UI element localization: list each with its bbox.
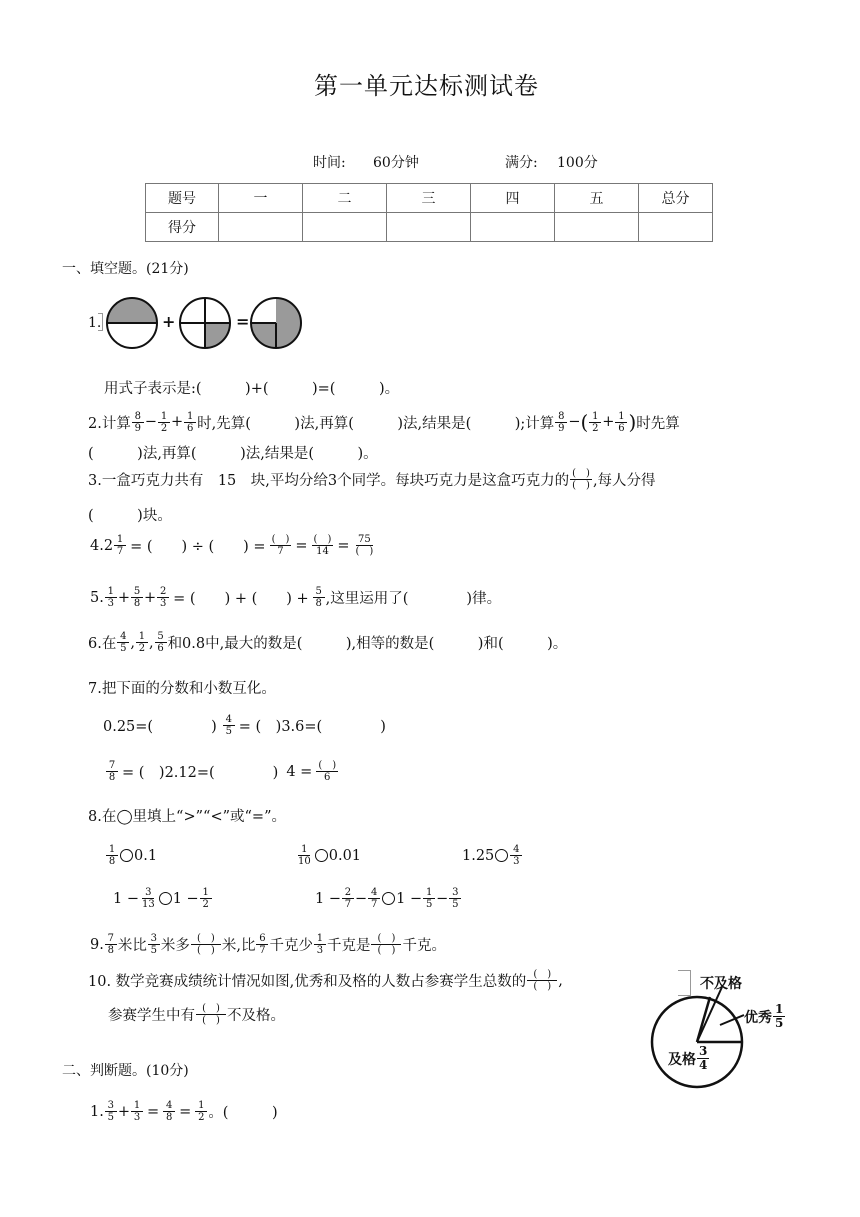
q7-text: = ( )2.12=( ) — [122, 765, 279, 781]
q10-text: , — [558, 972, 563, 989]
fraction: $\frac{3}{5}$ — [148, 933, 160, 956]
plus: + — [144, 589, 157, 606]
q8-item-c — [462, 844, 523, 867]
fraction: $\frac{1}{5}$ — [775, 1002, 784, 1030]
paren: ) — [628, 410, 637, 434]
q8-text: − — [436, 890, 449, 907]
fraction: $\frac{1}{10}$ — [298, 844, 311, 867]
q1-number: 1. — [88, 315, 102, 331]
score-input-cell[interactable] — [303, 213, 387, 242]
competition-pie-figure — [650, 995, 745, 1090]
fraction: $\frac{1}{8}$ — [106, 844, 118, 867]
fraction-blank: $\frac{( )}{6}$ — [318, 760, 337, 783]
q2-line2: ( )法,再算( )法,结果是( )。 — [88, 446, 378, 462]
section2-title: 二、判断题。(10分) — [62, 1063, 189, 1079]
fraction-blank: $\frac{( )}{( )}$ — [191, 933, 221, 956]
fraction-blank: $\frac{75}{( )}$ — [355, 534, 374, 557]
q4-line — [90, 534, 376, 557]
fraction: $\frac{1}{2}$ — [195, 1100, 207, 1123]
score-table-header-row — [146, 184, 713, 213]
plus: + — [602, 414, 615, 430]
fraction: $\frac{6}{7}$ — [256, 933, 268, 956]
fraction: $\frac{7}{8}$ — [105, 933, 117, 956]
pie-label-fail: 不及格 — [700, 976, 742, 992]
compare-circle[interactable] — [159, 892, 172, 905]
q2-text: 2.计算 — [88, 415, 131, 432]
q9-text: 米比 — [117, 938, 147, 954]
fraction: $\frac{1}{2}$ — [136, 631, 148, 654]
plus: + — [117, 589, 130, 606]
s2-q1-text: 1. — [90, 1103, 104, 1120]
q10-bracket-mark — [678, 970, 691, 996]
fraction: $\frac{1}{2}$ — [589, 411, 601, 434]
full-score-label: 满分: — [505, 155, 538, 171]
score-table-cell: 五 — [555, 184, 639, 213]
score-input-cell[interactable] — [555, 213, 639, 242]
q5-line — [90, 586, 501, 609]
fraction-blank: $\frac{( )}{( )}$ — [371, 933, 401, 956]
fraction: $\frac{5}{8}$ — [313, 586, 325, 609]
q4-text: = — [337, 537, 350, 554]
fraction: $\frac{4}{5}$ — [223, 714, 235, 737]
q8-text: 1.25 — [462, 847, 495, 864]
fraction-circle-half — [105, 296, 159, 350]
score-table-cell: 得分 — [146, 213, 219, 242]
time-value: 60分钟 — [373, 155, 419, 171]
s2-q1-line — [90, 1100, 278, 1123]
q7-title: 7.把下面的分数和小数互化。 — [88, 681, 276, 697]
score-input-cell[interactable] — [471, 213, 555, 242]
fraction: $\frac{1}{6}$ — [184, 411, 196, 434]
fraction: $\frac{8}{9}$ — [132, 411, 144, 434]
q2-text: 时先算 — [636, 415, 680, 432]
q8-text: − — [354, 890, 368, 907]
fraction: $\frac{3}{5}$ — [449, 887, 461, 910]
q8-item-e — [315, 887, 462, 910]
score-table — [145, 183, 713, 242]
s2-q1-text: = — [179, 1103, 192, 1120]
q8-item-d — [113, 887, 213, 910]
plus: + — [117, 1103, 130, 1120]
q5-text: 5. — [90, 589, 104, 606]
minus: − — [568, 414, 581, 430]
q8-title: 8.在◯里填上“>”“<”或“=”。 — [88, 809, 286, 825]
q3-text: 3.一盒巧克力共有 15 块,平均分给3个同学。每块巧克力是这盒巧克力的 — [88, 473, 570, 489]
q3-line1 — [88, 468, 656, 491]
q9-line — [90, 933, 446, 956]
q8-text: 1 − — [315, 890, 341, 907]
equals-sign: = — [236, 312, 250, 331]
q7-text: 0.25=( ) — [103, 719, 217, 735]
fraction: $\frac{5}{8}$ — [131, 586, 143, 609]
fraction: $\frac{4}{3}$ — [510, 844, 522, 867]
fraction: $\frac{7}{8}$ — [106, 760, 118, 783]
fraction-circle-three-quarter — [249, 296, 303, 350]
q10-line2 — [108, 1003, 285, 1026]
paren: ( — [580, 410, 589, 434]
q8-text: 0.01 — [328, 847, 362, 864]
pie-label-text: 优秀 — [744, 1009, 772, 1026]
q9-text: 米多 — [160, 938, 190, 954]
fraction-circle-quarter — [178, 296, 232, 350]
pie-excellent-pointer — [720, 1015, 744, 1025]
q9-text: 千克。 — [402, 938, 446, 954]
q1-bracket-mark — [98, 313, 103, 331]
q5-text: ,这里运用了( )律。 — [325, 591, 502, 607]
q8-text: 0.1 — [134, 847, 158, 864]
q7-text: = ( )3.6=( ) — [238, 719, 386, 735]
score-table-cell: 题号 — [146, 184, 219, 213]
q3-text: ,每人分得 — [592, 473, 656, 489]
score-table-cell: 四 — [471, 184, 555, 213]
q8-item-b — [295, 844, 361, 867]
pie-label-pass — [668, 1045, 710, 1072]
fraction: $\frac{2}{7}$ — [342, 887, 354, 910]
q10-text: 10. 数学竞赛成绩统计情况如图,优秀和及格的人数占参赛学生总数的 — [88, 974, 527, 990]
fraction-blank: $\frac{( )}{( )}$ — [572, 468, 590, 491]
pie-label-text: 及格 — [668, 1051, 696, 1068]
compare-circle[interactable] — [120, 849, 133, 862]
minus: − — [144, 414, 157, 430]
score-table-cell: 三 — [387, 184, 471, 213]
q6-line: 6.在 $\frac{4}{5}$ , $\frac{1}{2}$ , $\frac{5}{6}$ 和0.8中,最大的数是( ),相等的数是( )和( )。 — [88, 631, 568, 654]
score-input-cell[interactable] — [639, 213, 713, 242]
fraction-blank: $\frac{( )}{7}$ — [271, 534, 290, 557]
q7-row2 — [105, 760, 339, 783]
fraction: $\frac{3}{5}$ — [105, 1100, 117, 1123]
q8-item-a — [105, 844, 157, 867]
fraction: $\frac{1}{3}$ — [314, 933, 326, 956]
q2-line1 — [88, 410, 680, 434]
q8-text: 1 − — [396, 890, 423, 907]
fraction: $\frac{1}{3}$ — [131, 1100, 143, 1123]
compare-circle[interactable] — [495, 849, 508, 862]
section1-title: 一、填空题。(21分) — [62, 261, 189, 277]
q7-text: 4 = — [286, 763, 313, 780]
q2-text: 时,先算( )法,再算( )法,结果是( );计算 — [197, 415, 555, 432]
s2-q1-text: 。( ) — [208, 1105, 278, 1121]
score-table-cell: 总分 — [639, 184, 713, 213]
compare-circle[interactable] — [382, 892, 395, 905]
fraction: $\frac{1}{2}$ — [158, 411, 170, 434]
fraction: $\frac{8}{9}$ — [555, 411, 567, 434]
fraction: $\frac{1}{3}$ — [105, 586, 117, 609]
q9-text: 千克少 — [269, 938, 313, 954]
page-title: 第一单元达标测试卷 — [314, 72, 539, 100]
fraction: $\frac{1}{5}$ — [423, 887, 435, 910]
fraction-blank: $\frac{( )}{14}$ — [313, 534, 332, 557]
compare-circle[interactable] — [315, 849, 328, 862]
s2-q1-text: = — [147, 1103, 160, 1120]
full-score-value: 100分 — [557, 155, 598, 171]
q6-text: 和0.8中,最大的数是( ),相等的数是( )和( )。 — [167, 636, 568, 652]
score-table-cell: 二 — [303, 184, 387, 213]
q6-text: 6.在 — [88, 636, 117, 652]
fraction: $\frac{3}{4}$ — [699, 1044, 708, 1072]
fraction: $\frac{4}{5}$ — [117, 631, 129, 654]
fraction-blank: $\frac{( )}{( )}$ — [196, 1003, 226, 1026]
plus: + — [171, 414, 184, 430]
fraction: $\frac{1}{6}$ — [615, 411, 627, 434]
score-input-cell[interactable] — [387, 213, 471, 242]
q5-text: = ( ) + ( ) + — [173, 591, 309, 607]
q1-expression: 用式子表示是:( )+( )=( )。 — [104, 381, 400, 397]
pie-label-excellent — [744, 1003, 786, 1030]
q4-text: = — [295, 537, 308, 554]
time-label: 时间: — [313, 155, 346, 171]
score-input-cell[interactable] — [219, 213, 303, 242]
fraction-blank: $\frac{( )}{( )}$ — [527, 969, 557, 992]
q8-text: 1 − — [113, 890, 139, 907]
fraction: $\frac{3}{13}$ — [141, 887, 155, 910]
q4-text: 4.2 — [90, 537, 114, 554]
fraction: $\frac{4}{8}$ — [163, 1100, 175, 1123]
q10-text: 参赛学生中有 — [108, 1008, 195, 1024]
q9-text: 千克是 — [326, 938, 371, 954]
q10-text: 不及格。 — [227, 1008, 285, 1024]
fraction: $\frac{5}{6}$ — [155, 631, 167, 654]
q10-line1 — [88, 969, 563, 992]
q9-text: 9. — [90, 936, 104, 953]
plus-sign: + — [162, 312, 176, 331]
score-table-score-row — [146, 213, 713, 242]
q3-line2: ( )块。 — [88, 508, 172, 524]
fraction: $\frac{1}{7}$ — [114, 534, 126, 557]
q4-text: = ( ) ÷ ( ) = — [130, 539, 266, 555]
q8-text: 1 − — [172, 890, 199, 907]
pie-fail-pointer — [697, 987, 722, 1042]
q9-text: 米,比 — [221, 938, 256, 954]
score-table-cell: 一 — [219, 184, 303, 213]
fraction: $\frac{4}{7}$ — [368, 887, 380, 910]
q7-row1 — [103, 714, 386, 737]
fraction: $\frac{2}{3}$ — [157, 586, 169, 609]
fraction: $\frac{1}{2}$ — [200, 887, 212, 910]
